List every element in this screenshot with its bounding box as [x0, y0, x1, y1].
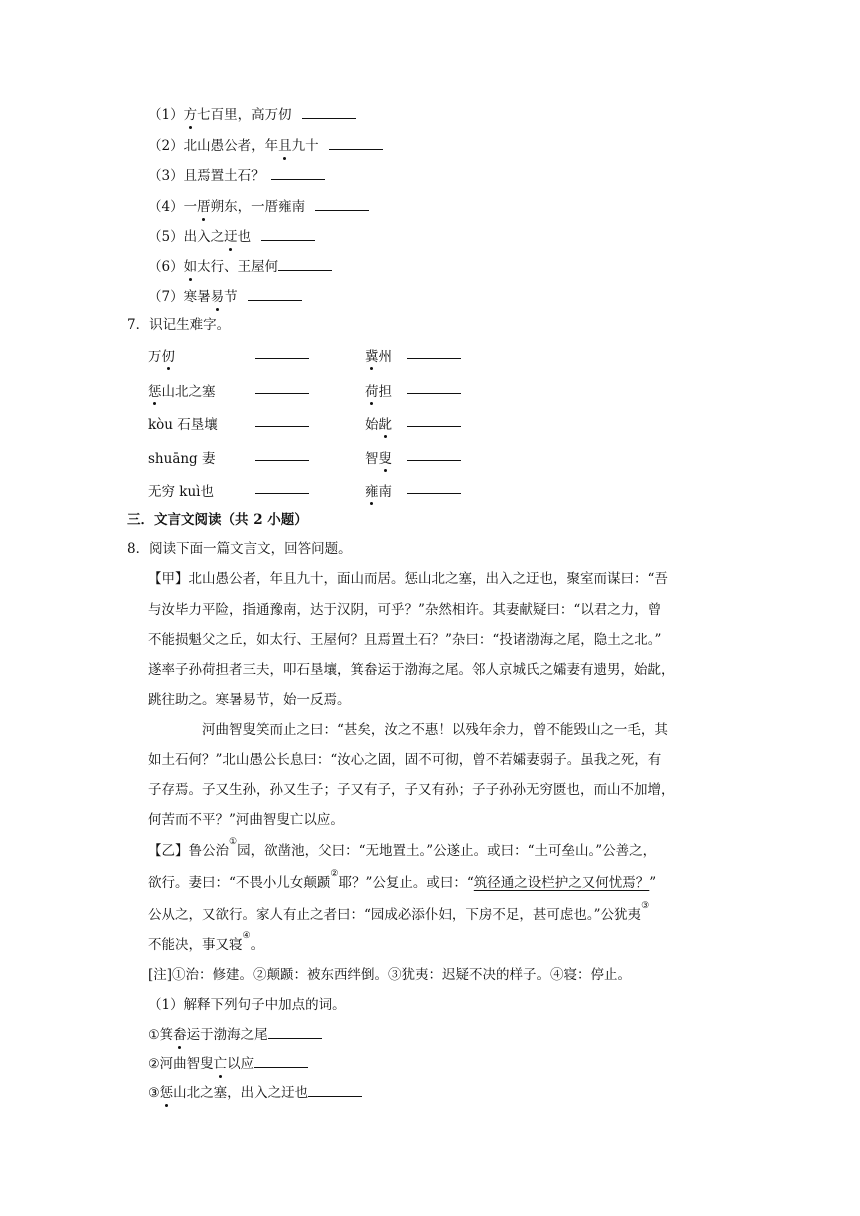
q8-title: 8．阅读下面一篇文言文，回答问题。 — [127, 541, 352, 557]
q7-left-5: 无穷 kuì也 — [148, 484, 214, 500]
q6-item-5: （5）出入之迂也 — [148, 227, 315, 246]
q8-sub1-item-2: ②河曲智叟亡以应 — [148, 1054, 308, 1074]
answer-blank[interactable] — [255, 345, 309, 359]
q8-sub1-item-3: ③惩山北之塞，出入之迂也 — [148, 1083, 362, 1103]
passage-line: 欲行。妻曰：“不畏小儿女颠踬②耶？”公复止。或曰：“筑径通之设栏护之又何忧焉？” — [148, 868, 657, 891]
underlined-sentence: 筑径通之设栏护之又何忧焉？ — [473, 875, 650, 891]
answer-blank[interactable] — [407, 447, 461, 461]
q7-left-1: 万仞 — [148, 345, 175, 365]
passage-line: 河曲智叟笑而止之曰：“甚矣，汝之不惠！以残年余力，曾不能毁山之一毛，其 — [202, 722, 668, 738]
passage-line: 遂率子孙荷担者三夫，叩石垦壤，箕畚运于渤海之尾。邻人京城氏之孀妻有遗男，始龀， — [148, 662, 675, 678]
q6-item-3: （3）且焉置土石？ — [148, 166, 325, 185]
answer-blank[interactable] — [271, 166, 325, 180]
q6-item-4: （4）一厝朔东，一厝雍南 — [148, 197, 369, 216]
q6-item-2: （2）北山愚公者，年且九十 — [148, 136, 383, 155]
passage-line: 【乙】鲁公治①园，欲凿池，父曰：“无地置土。”公遂止。或曰：“土可垒山。”公善之， — [148, 836, 657, 859]
q7-left-4: shuāng 妻 — [148, 451, 216, 467]
passage-line: 不能决，事又寝④。 — [148, 930, 265, 953]
passage-line: 与汝毕力平险，指通豫南，达于汉阴，可乎？”杂然相许。其妻献疑曰：“以君之力，曾 — [148, 602, 662, 618]
answer-blank[interactable] — [315, 197, 369, 211]
q7-right-5: 雍南 — [365, 480, 392, 500]
q8-sub1-title: （1）解释下列句子中加点的词。 — [148, 997, 346, 1013]
passage-line: 子存焉。子又生孙，孙又生子；子又有子，子又有孙；子子孙孙无穷匮也，而山不加增， — [148, 782, 675, 798]
answer-blank[interactable] — [268, 1025, 322, 1039]
answer-blank[interactable] — [261, 227, 315, 241]
q7-left-2: 惩山北之塞 — [148, 380, 216, 400]
q7-title: 7．识记生难字。 — [127, 317, 231, 333]
q6-item-6: （6）如太行、王屋何 — [148, 257, 332, 276]
answer-blank[interactable] — [407, 380, 461, 394]
passage-line: 跳往助之。寒暑易节，始一反焉。 — [148, 692, 351, 708]
answer-blank[interactable] — [255, 413, 309, 427]
q6-item-1: （1）方七百里，高万仞 — [148, 105, 356, 124]
section-heading: 三．文言文阅读（共 2 小题） — [127, 512, 308, 528]
q7-right-2: 荷担 — [365, 380, 392, 400]
answer-blank[interactable] — [329, 136, 383, 150]
answer-blank[interactable] — [255, 380, 309, 394]
passage-line: 何苦而不平？”河曲智叟亡以应。 — [148, 812, 344, 828]
q7-right-1: 冀州 — [365, 345, 392, 365]
passage-line: 不能损魁父之丘，如太行、王屋何？且焉置土石？”杂曰：“投诸渤海之尾，隐土之北。” — [148, 632, 662, 648]
answer-blank[interactable] — [248, 287, 302, 301]
passage-line: 如土石何？”北山愚公长息曰：“汝心之固，固不可彻，曾不若孀妻弱子。虽我之死，有 — [148, 752, 662, 768]
answer-blank[interactable] — [407, 413, 461, 427]
passage-line: 【甲】北山愚公者，年且九十，面山而居。惩山北之塞，出入之迂也，聚室而谋曰：“吾 — [148, 571, 668, 587]
answer-blank[interactable] — [255, 480, 309, 494]
q7-left-3: kòu 石垦壤 — [148, 417, 218, 433]
q8-sub1-item-1: ①箕畚运于渤海之尾 — [148, 1025, 322, 1045]
q7-right-4: 智叟 — [365, 447, 392, 467]
answer-blank[interactable] — [407, 480, 461, 494]
answer-blank[interactable] — [278, 257, 332, 271]
answer-blank[interactable] — [302, 105, 356, 119]
answer-blank[interactable] — [255, 447, 309, 461]
answer-blank[interactable] — [407, 345, 461, 359]
footnote: [注]①治：修建。②颠踬：被东西绊倒。③犹夷：迟疑不决的样子。④寝：停止。 — [148, 967, 632, 983]
q7-right-3: 始龀 — [365, 413, 392, 433]
answer-blank[interactable] — [254, 1054, 308, 1068]
q6-item-7: （7）寒暑易节 — [148, 287, 302, 306]
passage-line: 公从之，又欲行。家人有止之者曰：“园成必添仆妇，下房不足，甚可虑也。”公犹夷③ — [148, 900, 650, 923]
answer-blank[interactable] — [308, 1083, 362, 1097]
